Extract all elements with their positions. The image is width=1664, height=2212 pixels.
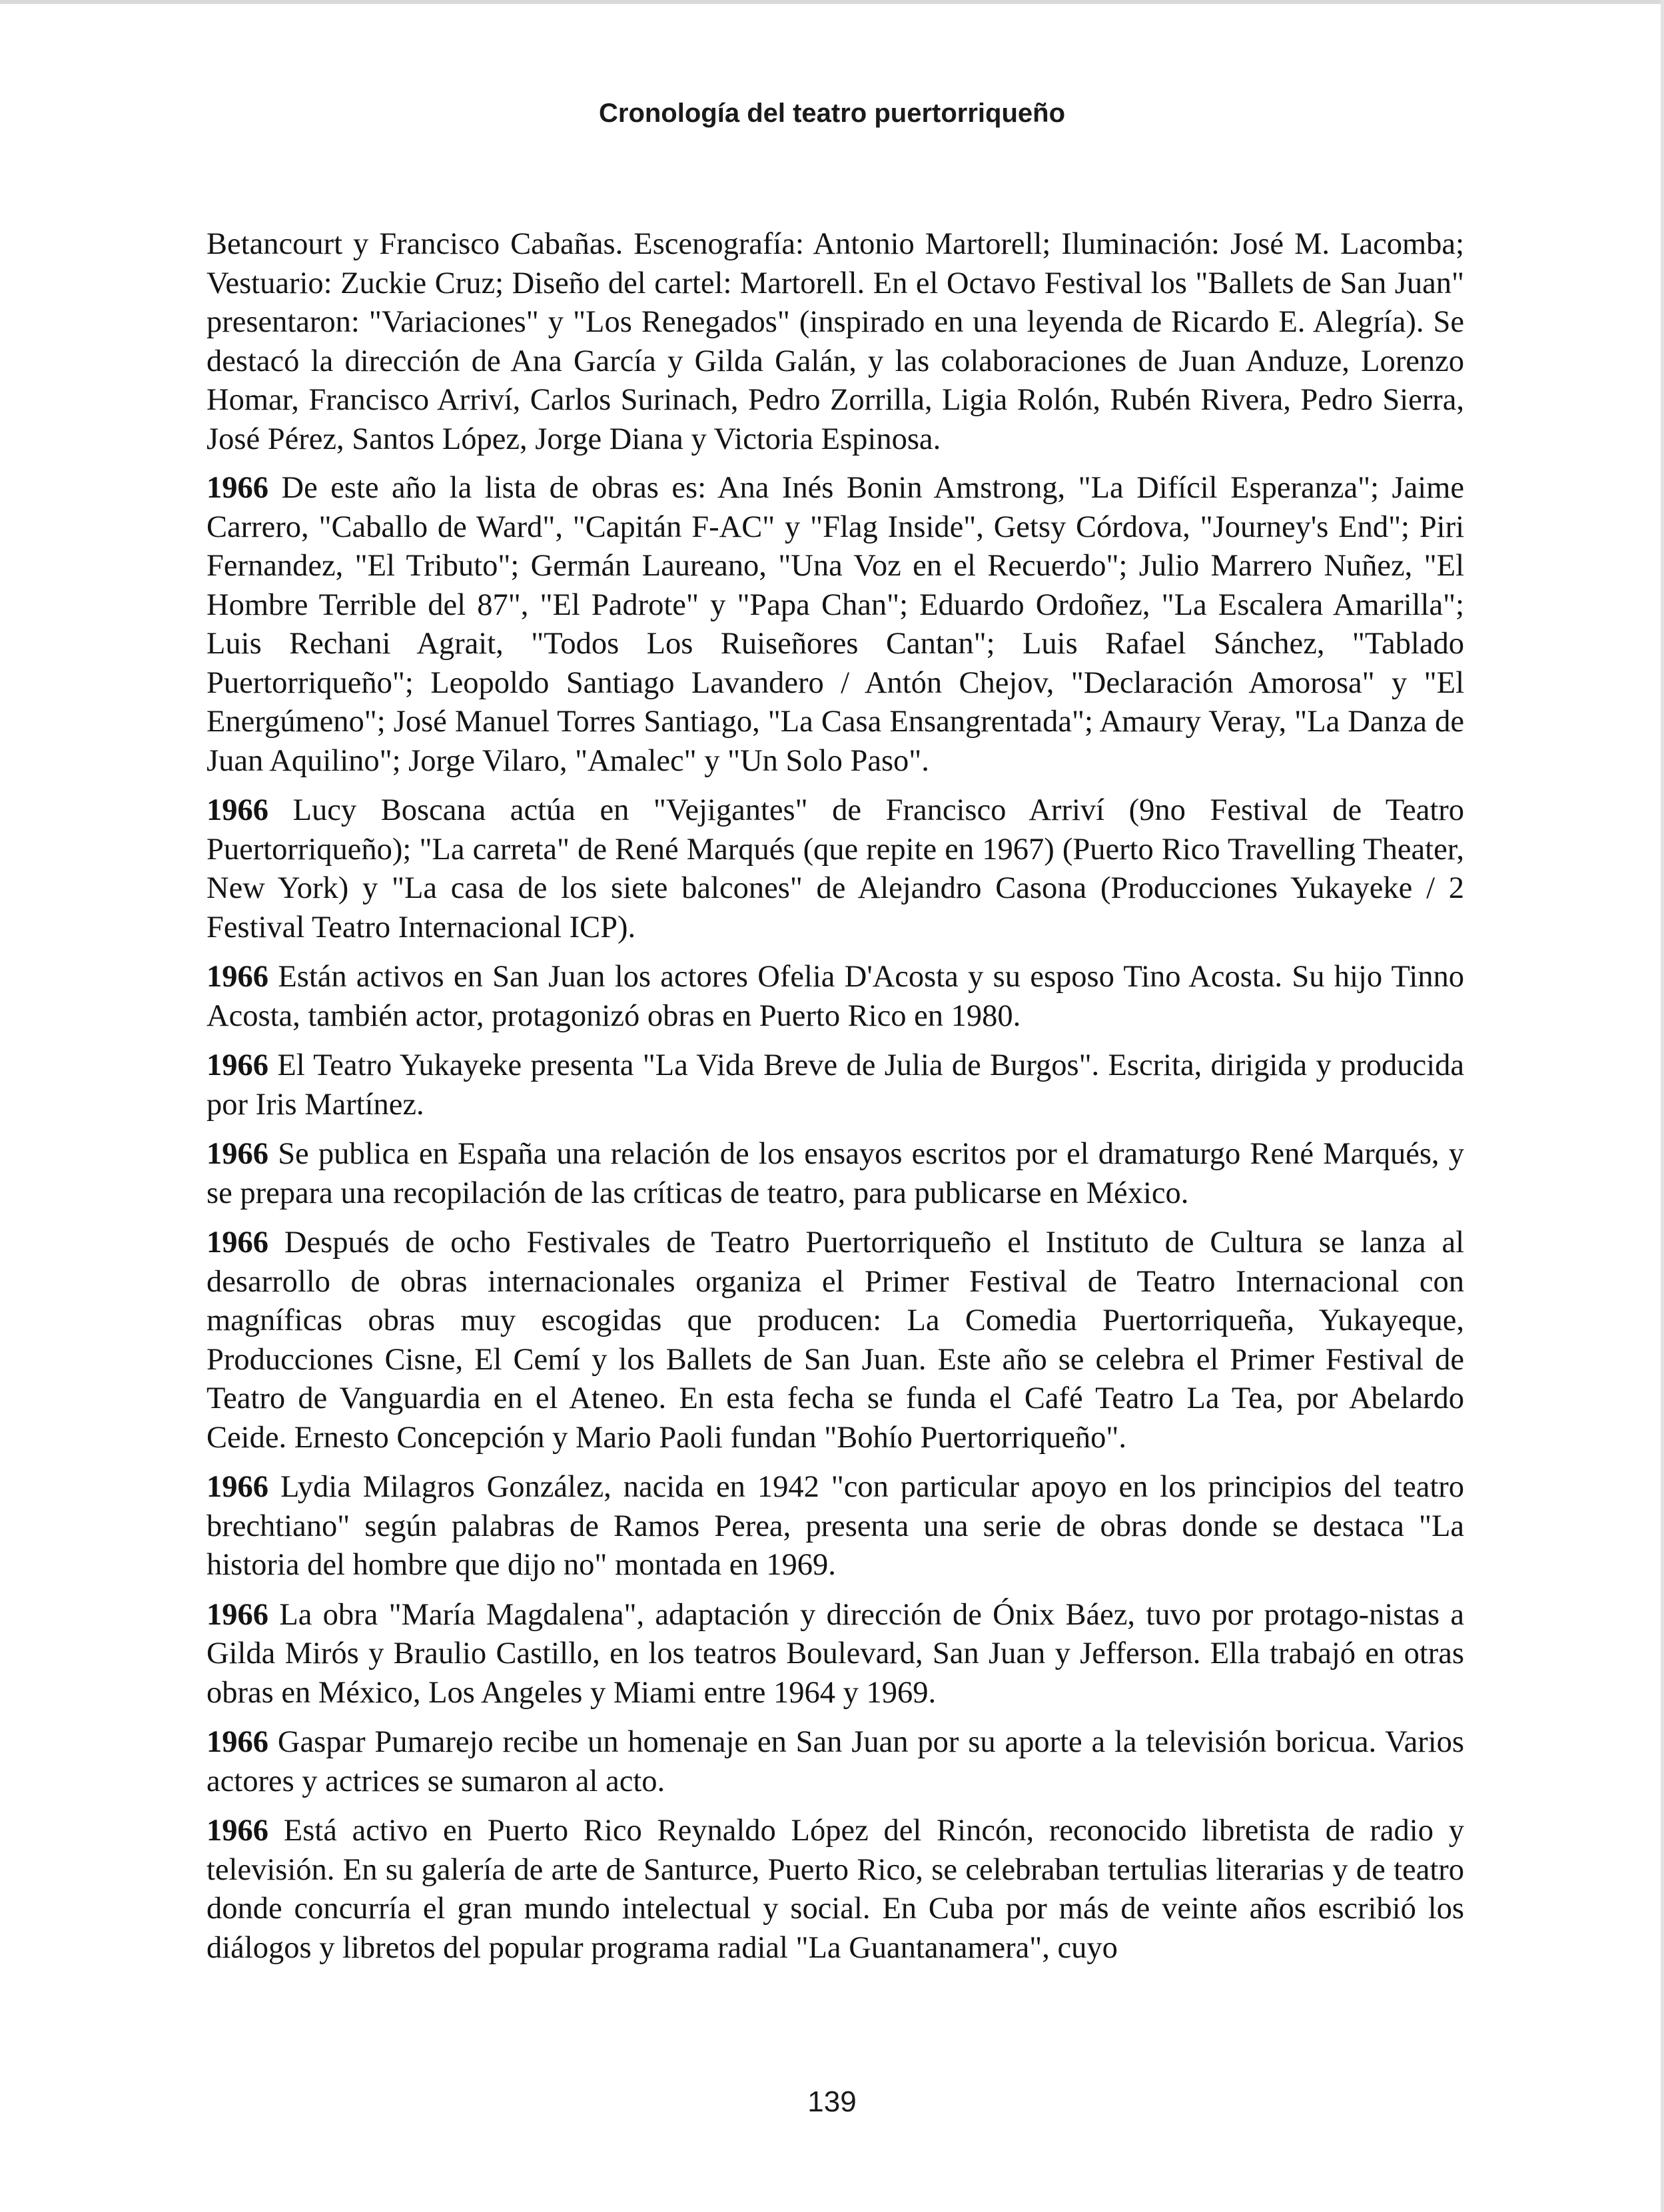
- page-top-border: [0, 0, 1664, 4]
- entry-year: 1966: [207, 471, 268, 505]
- chronology-entry: [207, 791, 1464, 947]
- entry-text: Están activos en San Juan los actores Ofelia D'Acosta y su esposo Tino Acosta. Su hijo Tinno Acosta, también actor, protagonizó obras en Puerto Rico en 1980.: [207, 960, 1464, 1033]
- entry-year: 1966: [207, 1048, 268, 1082]
- entry-year: 1966: [207, 1814, 268, 1848]
- chronology-entry: [207, 469, 1464, 781]
- entry-text: Está activo en Puerto Rico Reynaldo López del Rincón, reconocido libretista de radio y televisión. En su galería de arte de Santurce, Puerto Rico, se celebraban tertulias literarias y de teatro donde concurría el gran mundo intelectual y social. En Cuba por más de veinte años escribió los diálogos y libretos del popular programa radial "La Guantanamera", cuyo: [207, 1814, 1464, 1965]
- chronology-entry: [207, 1723, 1464, 1801]
- page-number: 139: [807, 2085, 857, 2118]
- chronology-entry: [207, 958, 1464, 1036]
- entry-text: Gaspar Pumarejo recibe un homenaje en San Juan por su aporte a la televisión boricua. Varios actores y actrices se sumaron al acto.: [207, 1725, 1464, 1798]
- entry-text: Después de ocho Festivales de Teatro Puertorriqueño el Instituto de Cultura se lanza al desarrollo de obras internacionales organiza el Primer Festival de Teatro Internacional con magníficas obras muy escogidas que producen: La Comedia Puertorriqueña, Yukayeque, Producciones Cisne, El Cemí y los Ballets de San Juan. Este año se celebra el Primer Festival de Teatro de Vanguardia en el Ateneo. En esta fecha se funda el Café Teatro La Tea, por Abelardo Ceide. Ernesto Concepción y Mario Paoli fundan "Bohío Puertorriqueño".: [207, 1226, 1465, 1455]
- paragraph-text: Betancourt y Francisco Cabañas. Escenografía: Antonio Martorell; Iluminación: José M. Lacomba; Vestuario: Zuckie Cruz; Diseño del cartel: Martorell. En el Octavo Festival los "Ballets de San Juan" presentaron: "Variaciones" y "Los Renegados" (inspirado en una leyenda de Ricardo E. Alegría). Se destacó la dirección de Ana García y Gilda Galán, y las colaboraciones de Juan Anduze, Lorenzo Homar, Francisco Arriví, Carlos Surinach, Pedro Zorrilla, Ligia Rolón, Rubén Rivera, Pedro Sierra, José Pérez, Santos López, Jorge Diana y Victoria Espinosa.: [207, 227, 1464, 456]
- entry-year: 1966: [207, 1470, 268, 1504]
- chronology-entry: [207, 1812, 1464, 1968]
- entry-text: Lucy Boscana actúa en "Vejigantes" de Francisco Arriví (9no Festival de Teatro Puertorriqueño); "La carreta" de René Marqués (que repite en 1967) (Puerto Rico Travelling Theater, New York) y "La casa de los siete balcones" de Alejandro Casona (Producciones Yukayeke / 2 Festival Teatro Internacional ICP).: [207, 793, 1464, 944]
- entry-text: El Teatro Yukayeke presenta "La Vida Breve de Julia de Burgos". Escrita, dirigida y producida por Iris Martínez.: [207, 1048, 1465, 1122]
- entry-year: 1966: [207, 1226, 268, 1260]
- running-header: Cronología del teatro puertorriqueño: [598, 99, 1066, 128]
- paragraph-continuation: [207, 225, 1464, 459]
- chronology-entry: [207, 1468, 1464, 1585]
- entry-year: 1966: [207, 1137, 268, 1171]
- entry-year: 1966: [207, 1597, 268, 1632]
- entry-year: 1966: [207, 1725, 268, 1759]
- entry-year: 1966: [207, 960, 268, 994]
- page-right-border: [1661, 0, 1664, 2212]
- chronology-entry: [207, 1224, 1464, 1457]
- entry-text: Lydia Milagros González, nacida en 1942 "con particular apoyo en los principios del teatro brechtiano" según palabras de Ramos Perea, presenta una serie de obras donde se destaca "La historia del hombre que dijo no" montada en 1969.: [207, 1470, 1464, 1582]
- entry-text: La obra "María Magdalena", adaptación y dirección de Ónix Báez, tuvo por protago-nistas a Gilda Mirós y Braulio Castillo, en los teatros Boulevard, San Juan y Jefferson. Ella trabajó en otras obras en México, Los Angeles y Miami entre 1964 y 1969.: [207, 1597, 1464, 1710]
- chronology-entry: [207, 1046, 1464, 1124]
- entry-text: Se publica en España una relación de los ensayos escritos por el dramaturgo René Marqués, y se prepara una recopilación de las críticas de teatro, para publicarse en México.: [207, 1137, 1464, 1210]
- page-body: [207, 225, 1464, 1978]
- entry-text: De este año la lista de obras es: Ana Inés Bonin Amstrong, "La Difícil Esperanza"; Jaime Carrero, "Caballo de Ward", "Capitán F-AC" y "Flag Inside", Getsy Córdova, "Journey's End"; Piri Fernandez, "El Tributo"; Germán Laureano, "Una Voz en el Recuerdo"; Julio Marrero Nuñez, "El Hombre Terrible del 87", "El Padrote" y "Papa Chan"; Eduardo Ordoñez, "La Escalera Amarilla"; Luis Rechani Agrait, "Todos Los Ruiseñores Cantan"; Luis Rafael Sánchez, "Tablado Puertorriqueño"; Leopoldo Santiago Lavandero / Antón Chejov, "Declaración Amorosa" y "El Energúmeno"; José Manuel Torres Santiago, "La Casa Ensangrentada"; Amaury Veray, "La Danza de Juan Aquilino"; Jorge Vilaro, "Amalec" y "Un Solo Paso".: [207, 471, 1464, 778]
- chronology-entry: [207, 1135, 1464, 1213]
- entry-year: 1966: [207, 793, 268, 827]
- chronology-entry: [207, 1596, 1464, 1713]
